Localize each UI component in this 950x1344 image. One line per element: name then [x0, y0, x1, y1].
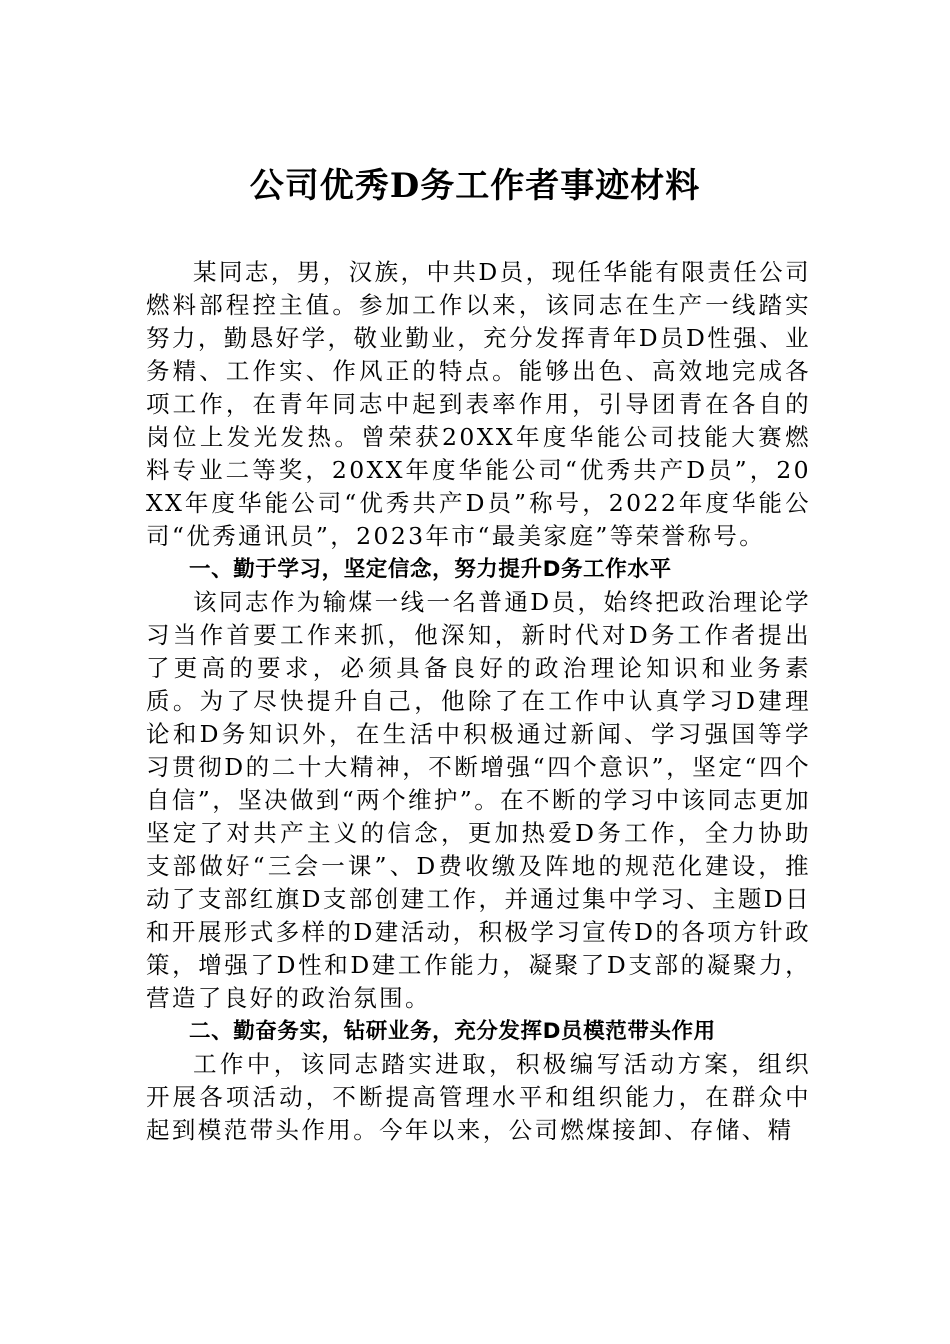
document-body: [146, 256, 811, 1147]
section-1: [146, 553, 811, 1015]
intro-paragraph: 某同志，男，汉族，中共D员，现任华能有限责任公司燃料部程控主值。参加工作以来，该同志在生产一线踏实努力，勤恳好学，敬业勤业，充分发挥青年D员D性强、业务精、工作实、作风正的特点。能够出色、高效地完成各项工作，在青年同志中起到表率作用，引导团青在各自的岗位上发光发热。曾荣获20XX年度华能公司技能大赛燃料专业二等奖，20XX年度华能公司“优秀共产D员”，20XX年度华能公司“优秀共产D员”称号，2022年度华能公司“优秀通讯员”，2023年市“最美家庭”等荣誉称号。: [146, 258, 811, 550]
document-title: 公司优秀D务工作者事迹材料: [249, 166, 701, 206]
section-paragraph: 工作中，该同志踏实进取，积极编写活动方案，组织开展各项活动，不断提高管理水平和组织能力，在群众中起到模范带头作用。今年以来，公司燃煤接卸、存储、精: [146, 1050, 811, 1144]
section-paragraph: 该同志作为输煤一线一名普通D员，始终把政治理论学习当作首要工作来抓，他深知，新时代对D务工作者提出了更高的要求，必须具备良好的政治理论知识和业务素质。为了尽快提升自己，他除了在工作中认真学习D建理论和D务知识外，在生活中积极通过新闻、学习强国等学习贯彻D的二十大精神，不断增强“四个意识”，坚定“四个自信”，坚决做到“两个维护”。在不断的学习中该同志更加坚定了对共产主义的信念，更加热爱D务工作，全力协助支部做好“三会一课”、D费收缴及阵地的规范化建设，推动了支部红旗D支部创建工作，并通过集中学习、主题D日和开展形式多样的D建活动，积极学习宣传D的各项方针政策，增强了D性和D建工作能力，凝聚了D支部的凝聚力，营造了良好的政治氛围。: [146, 588, 811, 1012]
section-heading: 一、勤于学习，坚定信念，努力提升D务工作水平: [189, 557, 672, 582]
section-2: [146, 1015, 811, 1147]
section-heading: 二、勤奋务实，钻研业务，充分发挥D员模范带头作用: [189, 1019, 716, 1044]
